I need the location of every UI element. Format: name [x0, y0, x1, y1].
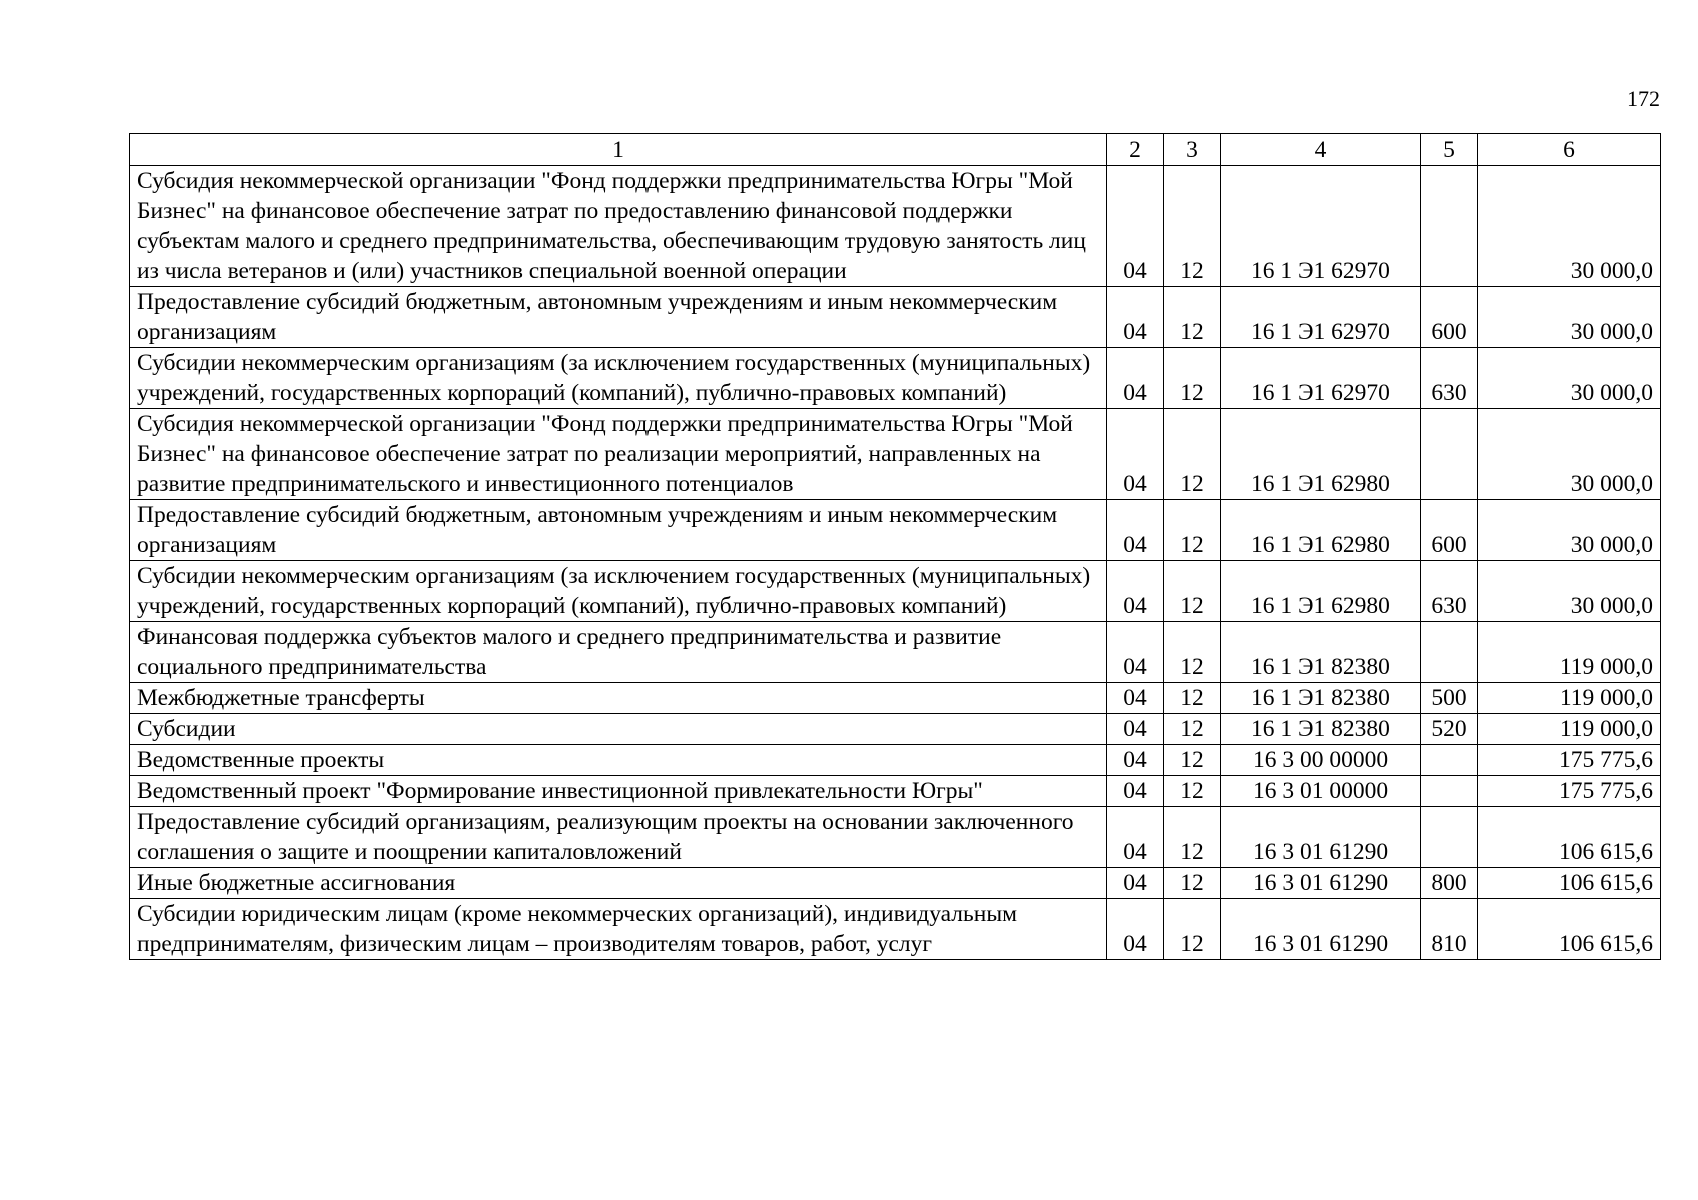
- table-row: [130, 776, 1661, 807]
- section-cell: 04: [1107, 500, 1164, 561]
- header-cell: 2: [1107, 134, 1164, 166]
- target-code-cell: 16 1 Э1 82380: [1221, 714, 1421, 745]
- expense-type-cell: [1421, 776, 1478, 807]
- amount-cell: 106 615,6: [1478, 807, 1661, 868]
- target-code-cell: 16 1 Э1 62970: [1221, 348, 1421, 409]
- expense-type-cell: 630: [1421, 561, 1478, 622]
- expense-type-cell: 810: [1421, 899, 1478, 960]
- row-name-cell: Субсидии юридическим лицам (кроме некоммерческих организаций), индивидуальным предпринимателям, физическим лицам – производителям товаров, работ, услуг: [130, 899, 1107, 960]
- expense-type-cell: 520: [1421, 714, 1478, 745]
- row-name-cell: Иные бюджетные ассигнования: [130, 868, 1107, 899]
- expense-type-cell: [1421, 166, 1478, 287]
- amount-cell: 30 000,0: [1478, 409, 1661, 500]
- target-code-cell: 16 1 Э1 62980: [1221, 500, 1421, 561]
- row-name-cell: Субсидия некоммерческой организации "Фонд поддержки предпринимательства Югры "Мой Бизнес" на финансовое обеспечение затрат по предоставлению финансовой поддержки субъектам малого и среднего предпринимательства, обеспечивающим трудовую занятость лиц из числа ветеранов и (или) участников специальной военной операции: [130, 166, 1107, 287]
- table-row: [130, 287, 1661, 348]
- row-name-cell: Ведомственные проекты: [130, 745, 1107, 776]
- subsection-cell: 12: [1164, 166, 1221, 287]
- row-name-cell: Межбюджетные трансферты: [130, 683, 1107, 714]
- target-code-cell: 16 1 Э1 62970: [1221, 166, 1421, 287]
- header-cell: 5: [1421, 134, 1478, 166]
- section-cell: 04: [1107, 714, 1164, 745]
- target-code-cell: 16 1 Э1 82380: [1221, 622, 1421, 683]
- expense-type-cell: 500: [1421, 683, 1478, 714]
- row-name-cell: Субсидия некоммерческой организации "Фонд поддержки предпринимательства Югры "Мой Бизнес" на финансовое обеспечение затрат по реализации мероприятий, направленных на развитие предпринимательского и инвестиционного потенциалов: [130, 409, 1107, 500]
- amount-cell: 30 000,0: [1478, 287, 1661, 348]
- subsection-cell: 12: [1164, 622, 1221, 683]
- section-cell: 04: [1107, 776, 1164, 807]
- section-cell: 04: [1107, 899, 1164, 960]
- section-cell: 04: [1107, 409, 1164, 500]
- section-cell: 04: [1107, 868, 1164, 899]
- table-row: [130, 745, 1661, 776]
- row-name-cell: Субсидии некоммерческим организациям (за исключением государственных (муниципальных) учреждений, государственных корпораций (компаний), публично-правовых компаний): [130, 561, 1107, 622]
- header-cell: 6: [1478, 134, 1661, 166]
- row-name-cell: Предоставление субсидий организациям, реализующим проекты на основании заключенного соглашения о защите и поощрении капиталовложений: [130, 807, 1107, 868]
- table-row: [130, 807, 1661, 868]
- header-cell: 1: [130, 134, 1107, 166]
- page-number: 172: [1627, 86, 1660, 111]
- table-row: [130, 868, 1661, 899]
- target-code-cell: 16 1 Э1 62980: [1221, 561, 1421, 622]
- section-cell: 04: [1107, 166, 1164, 287]
- target-code-cell: 16 1 Э1 62980: [1221, 409, 1421, 500]
- target-code-cell: 16 3 01 61290: [1221, 899, 1421, 960]
- expense-type-cell: [1421, 622, 1478, 683]
- amount-cell: 119 000,0: [1478, 683, 1661, 714]
- header-row: [130, 134, 1661, 166]
- subsection-cell: 12: [1164, 500, 1221, 561]
- section-cell: 04: [1107, 561, 1164, 622]
- section-cell: 04: [1107, 348, 1164, 409]
- expense-type-cell: [1421, 745, 1478, 776]
- subsection-cell: 12: [1164, 807, 1221, 868]
- table-row: [130, 561, 1661, 622]
- row-name-cell: Финансовая поддержка субъектов малого и среднего предпринимательства и развитие социального предпринимательства: [130, 622, 1107, 683]
- expense-type-cell: [1421, 409, 1478, 500]
- subsection-cell: 12: [1164, 714, 1221, 745]
- row-name-cell: Субсидии некоммерческим организациям (за исключением государственных (муниципальных) учреждений, государственных корпораций (компаний), публично-правовых компаний): [130, 348, 1107, 409]
- target-code-cell: 16 1 Э1 62970: [1221, 287, 1421, 348]
- subsection-cell: 12: [1164, 683, 1221, 714]
- expense-type-cell: 600: [1421, 500, 1478, 561]
- table-row: [130, 714, 1661, 745]
- amount-cell: 30 000,0: [1478, 166, 1661, 287]
- table-row: [130, 500, 1661, 561]
- amount-cell: 30 000,0: [1478, 561, 1661, 622]
- target-code-cell: 16 3 00 00000: [1221, 745, 1421, 776]
- header-cell: 3: [1164, 134, 1221, 166]
- table-row: [130, 899, 1661, 960]
- section-cell: 04: [1107, 745, 1164, 776]
- table-row: [130, 683, 1661, 714]
- row-name-cell: Предоставление субсидий бюджетным, автономным учреждениям и иным некоммерческим организациям: [130, 287, 1107, 348]
- table-row: [130, 348, 1661, 409]
- amount-cell: 119 000,0: [1478, 714, 1661, 745]
- subsection-cell: 12: [1164, 409, 1221, 500]
- target-code-cell: 16 3 01 61290: [1221, 868, 1421, 899]
- amount-cell: 106 615,6: [1478, 868, 1661, 899]
- subsection-cell: 12: [1164, 348, 1221, 409]
- expense-type-cell: 600: [1421, 287, 1478, 348]
- expense-type-cell: 800: [1421, 868, 1478, 899]
- header-cell: 4: [1221, 134, 1421, 166]
- section-cell: 04: [1107, 683, 1164, 714]
- amount-cell: 119 000,0: [1478, 622, 1661, 683]
- section-cell: 04: [1107, 807, 1164, 868]
- row-name-cell: Субсидии: [130, 714, 1107, 745]
- subsection-cell: 12: [1164, 776, 1221, 807]
- amount-cell: 30 000,0: [1478, 500, 1661, 561]
- subsection-cell: 12: [1164, 287, 1221, 348]
- expense-type-cell: 630: [1421, 348, 1478, 409]
- section-cell: 04: [1107, 622, 1164, 683]
- section-cell: 04: [1107, 287, 1164, 348]
- amount-cell: 175 775,6: [1478, 745, 1661, 776]
- row-name-cell: Предоставление субсидий бюджетным, автономным учреждениям и иным некоммерческим организациям: [130, 500, 1107, 561]
- row-name-cell: Ведомственный проект "Формирование инвестиционной привлекательности Югры": [130, 776, 1107, 807]
- table-row: [130, 166, 1661, 287]
- expense-type-cell: [1421, 807, 1478, 868]
- amount-cell: 30 000,0: [1478, 348, 1661, 409]
- amount-cell: 175 775,6: [1478, 776, 1661, 807]
- table-row: [130, 622, 1661, 683]
- subsection-cell: 12: [1164, 745, 1221, 776]
- subsection-cell: 12: [1164, 899, 1221, 960]
- table-row: [130, 409, 1661, 500]
- amount-cell: 106 615,6: [1478, 899, 1661, 960]
- subsection-cell: 12: [1164, 561, 1221, 622]
- target-code-cell: 16 3 01 00000: [1221, 776, 1421, 807]
- budget-table: [129, 133, 1661, 960]
- subsection-cell: 12: [1164, 868, 1221, 899]
- target-code-cell: 16 1 Э1 82380: [1221, 683, 1421, 714]
- target-code-cell: 16 3 01 61290: [1221, 807, 1421, 868]
